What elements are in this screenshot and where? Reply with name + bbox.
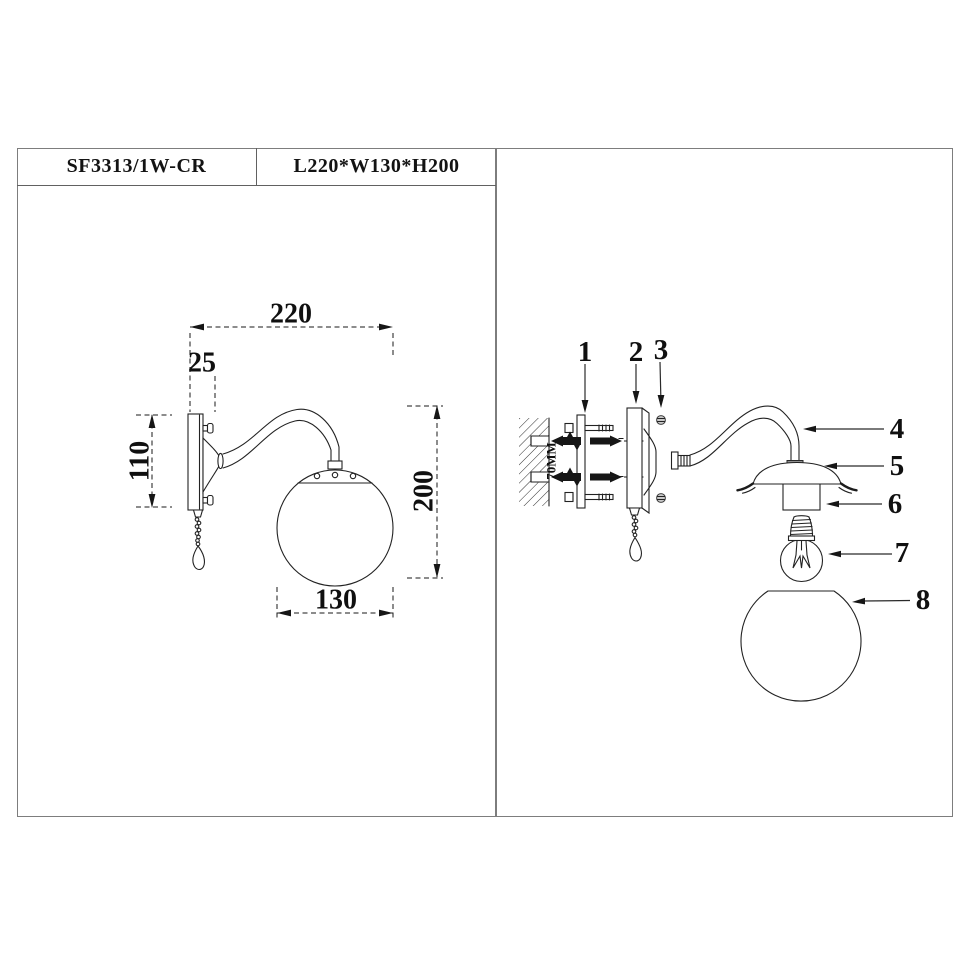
part7-bulb bbox=[781, 516, 823, 582]
model-code-text: SF3313/1W-CR bbox=[66, 155, 207, 177]
part3-label: 3 bbox=[653, 334, 669, 366]
part2-label: 2 bbox=[628, 336, 644, 368]
dimension-overall-length bbox=[190, 299, 393, 413]
side-globe bbox=[277, 470, 393, 586]
part2-backplate bbox=[610, 408, 656, 561]
dimension-backplate-depth bbox=[188, 348, 216, 413]
part3-screws bbox=[657, 416, 666, 503]
part8-globe bbox=[741, 591, 861, 701]
part4-label: 4 bbox=[889, 413, 905, 445]
dim-200-label: 200 bbox=[408, 470, 440, 512]
exploded-view bbox=[519, 334, 930, 701]
side-view bbox=[125, 299, 444, 620]
dimension-overall-height bbox=[407, 405, 443, 578]
dimension-shade-width bbox=[277, 585, 393, 620]
part5-label: 5 bbox=[889, 450, 905, 482]
part6-label: 6 bbox=[887, 488, 903, 520]
part7-label: 7 bbox=[894, 537, 910, 569]
dimension-backplate-height bbox=[125, 414, 173, 508]
part4-arm bbox=[672, 406, 800, 469]
hole-spacing-label: 70MM bbox=[543, 442, 559, 480]
dim-110-label: 110 bbox=[124, 440, 156, 482]
dim-220-label: 220 bbox=[270, 298, 312, 330]
dim-25-label: 25 bbox=[188, 347, 216, 379]
size-spec-text: L220*W130*H200 bbox=[293, 155, 460, 177]
part8-label: 8 bbox=[915, 584, 931, 616]
side-pull-chain bbox=[193, 510, 205, 570]
dim-130-label: 130 bbox=[315, 584, 357, 616]
part1-label: 1 bbox=[577, 336, 593, 368]
